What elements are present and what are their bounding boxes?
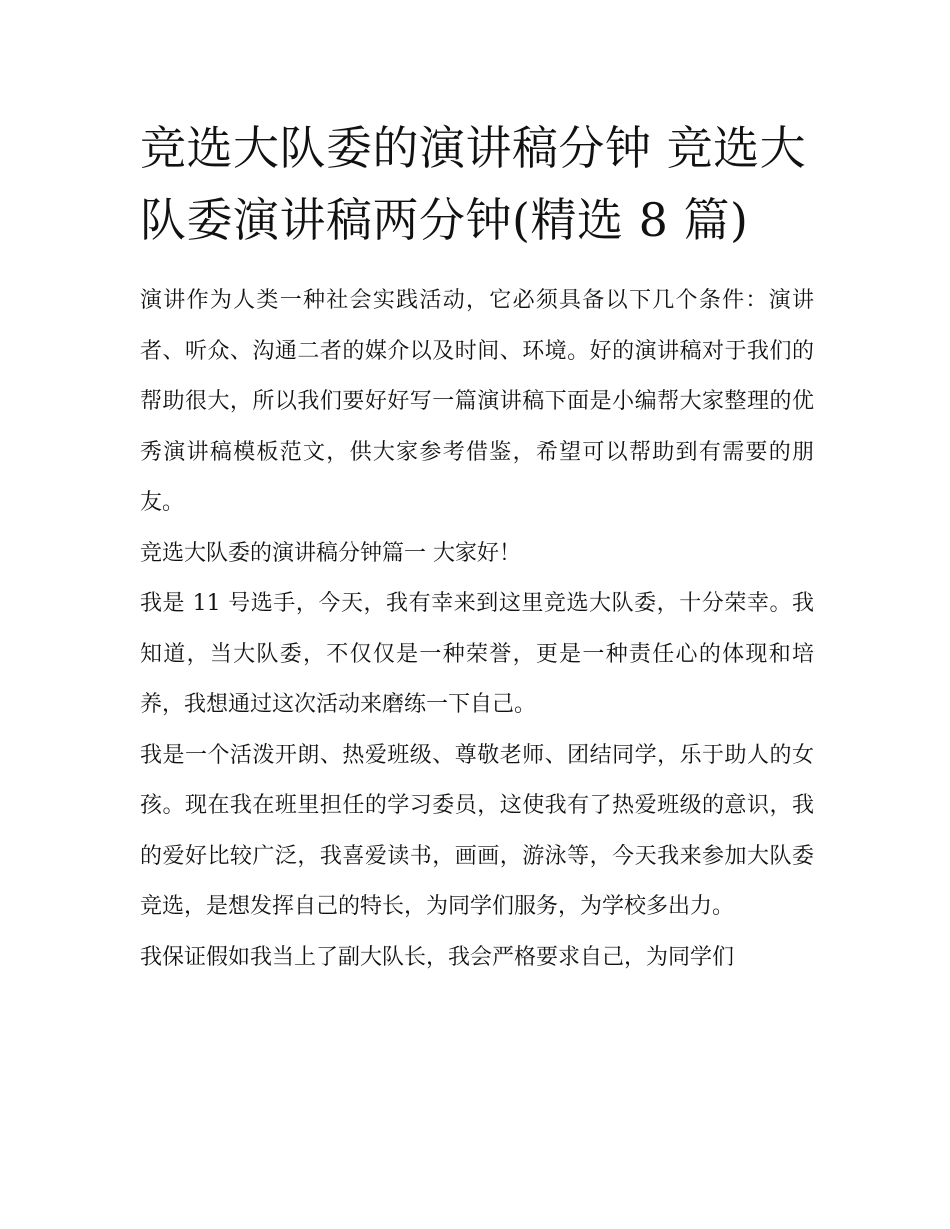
document-body [140, 276, 814, 983]
paragraph-promise: 我保证假如我当上了副大队长，我会严格要求自己，为同学们 [140, 944, 735, 970]
document-title: 竞选大队委的演讲稿分钟 竞选大队委演讲稿两分钟(精选 8 篇) [140, 121, 807, 247]
paragraph-section-heading: 竞选大队委的演讲稿分钟篇一 大家好！ [140, 540, 521, 566]
document-page [140, 112, 814, 983]
paragraph-intro: 演讲作为人类一种社会实践活动，它必须具备以下几个条件：演讲者、听众、沟通二者的媒介以及时间、环境。好的演讲稿对于我们的帮助很大，所以我们要好好写一篇演讲稿下面是小编帮大家整理的优秀演讲稿模板范文，供大家参考借鉴，希望可以帮助到有需要的朋友。 [140, 288, 814, 515]
paragraph-personality: 我是一个活泼开朗、热爱班级、尊敬老师、团结同学，乐于助人的女孩。现在我在班里担任的学习委员，这使我有了热爱班级的意识，我的爱好比较广泛，我喜爱读书，画画，游泳等，今天我来参加大队委竞选，是想发挥自己的特长，为同学们服务，为学校多出力。 [140, 742, 814, 919]
paragraph-self-intro: 我是 11 号选手，今天，我有幸来到这里竞选大队委，十分荣幸。我知道，当大队委，不仅仅是一种荣誉，更是一种责任心的体现和培养，我想通过这次活动来磨练一下自己。 [140, 591, 814, 717]
